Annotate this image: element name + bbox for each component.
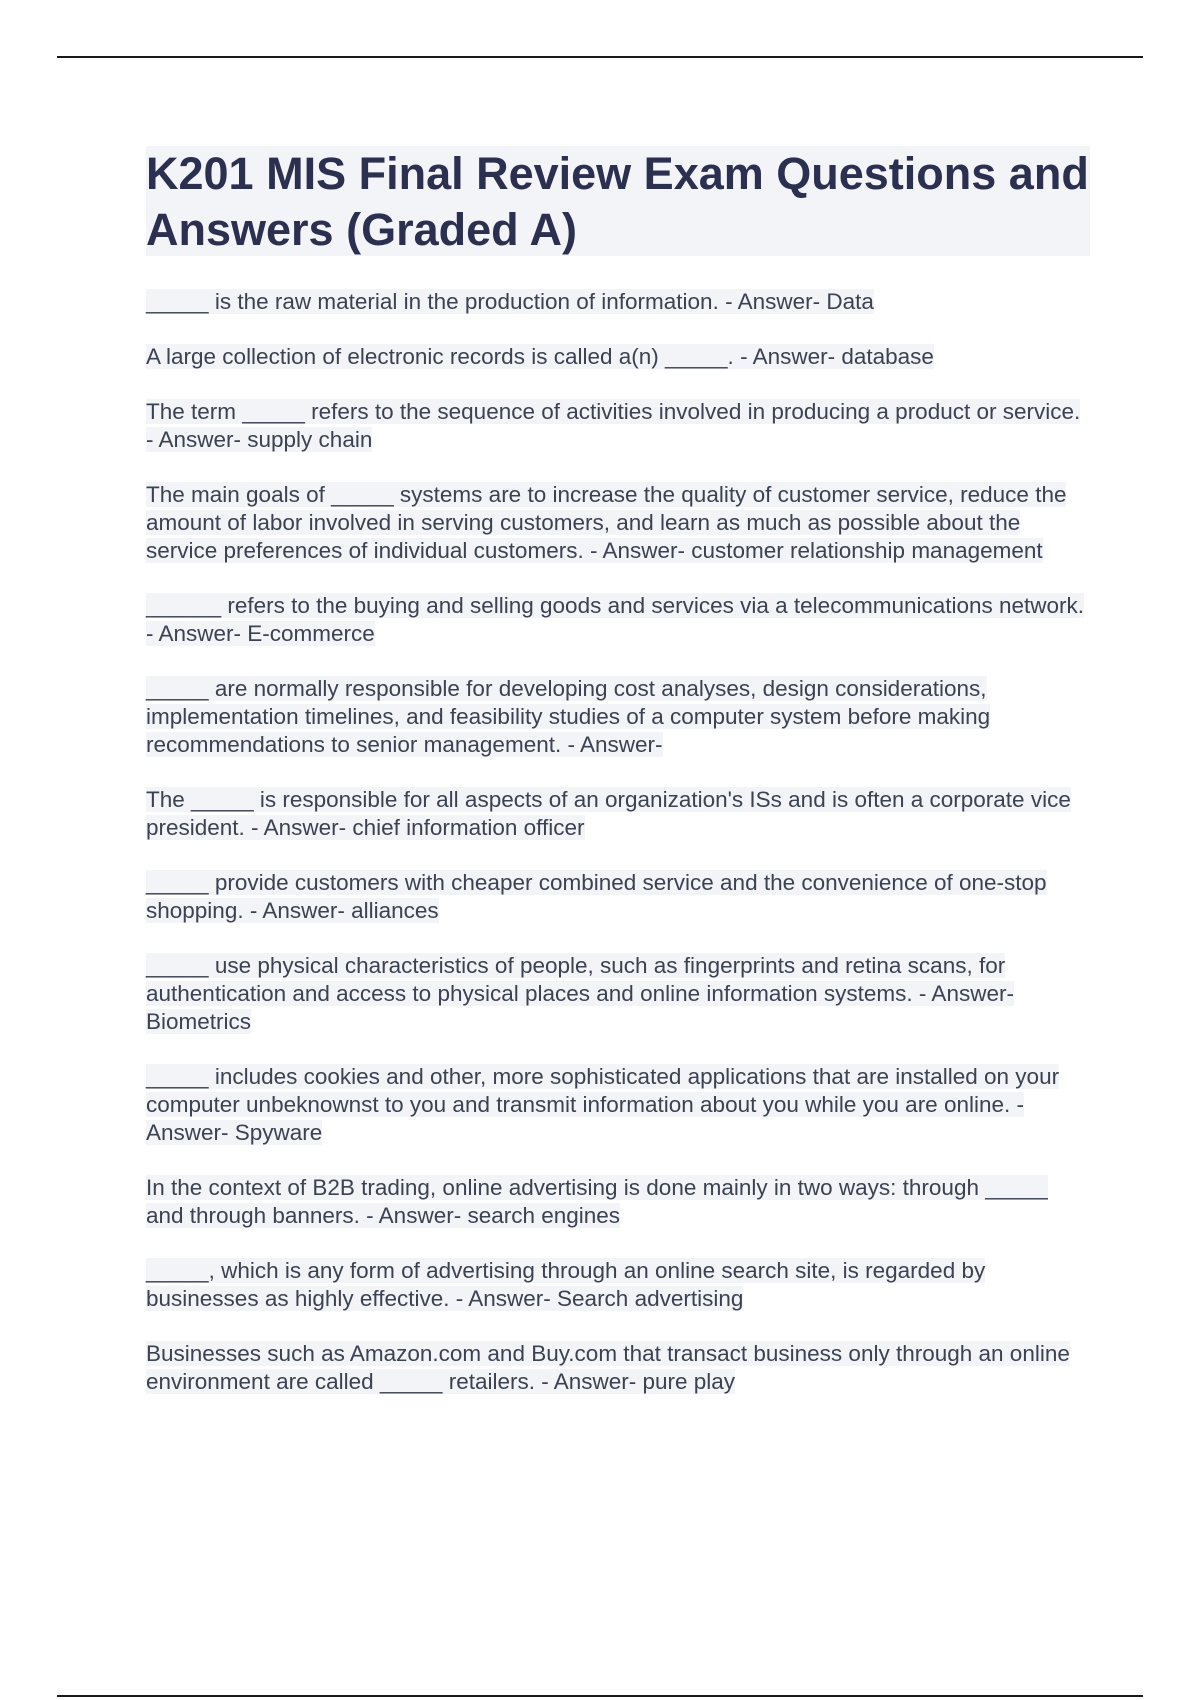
qa-item-3 — [146, 398, 1090, 454]
qa-item-2 — [146, 343, 1090, 371]
document-title: K201 MIS Final Review Exam Questions and Answers (Graded A) — [146, 148, 1089, 255]
qa-text: _____, which is any form of advertising through an online search site, is regarded by businesses as highly effective. - Answer- Search advertising — [146, 1258, 986, 1311]
qa-text: A large collection of electronic records is called a(n) _____. - Answer- database — [146, 344, 934, 369]
qa-item-1 — [146, 288, 1090, 316]
qa-text: _____ is the raw material in the production of information. - Answer- Data — [146, 289, 874, 314]
top-rule — [57, 56, 1143, 58]
qa-text: _____ use physical characteristics of people, such as fingerprints and retina scans, for authentication and access to physical places and online information systems. - Answer- Biometrics — [146, 953, 1014, 1034]
qa-item-13 — [146, 1340, 1090, 1396]
qa-text: _____ are normally responsible for developing cost analyses, design considerations, implementation timelines, and feasibility studies of a computer system before making recommendations to senior management. - Answer- — [146, 676, 991, 757]
qa-item-6 — [146, 675, 1090, 759]
qa-text: Businesses such as Amazon.com and Buy.com that transact business only through an online environment are called _____ retailers. - Answer- pure play — [146, 1341, 1070, 1394]
qa-item-10 — [146, 1063, 1090, 1147]
document-body — [146, 146, 1090, 1423]
bottom-rule — [57, 1695, 1143, 1697]
qa-text: In the context of B2B trading, online advertising is done mainly in two ways: through _____ and through banners. - Answer- search engines — [146, 1175, 1048, 1228]
qa-text: ______ refers to the buying and selling goods and services via a telecommunications network. - Answer- E-commerce — [146, 593, 1085, 646]
qa-item-5 — [146, 592, 1090, 648]
title-block — [146, 146, 1090, 256]
qa-text: The term _____ refers to the sequence of activities involved in producing a product or service. - Answer- supply chain — [146, 399, 1081, 452]
qa-item-9 — [146, 952, 1090, 1036]
qa-text: The _____ is responsible for all aspects of an organization's ISs and is often a corporate vice president. - Answer- chief information officer — [146, 787, 1071, 840]
qa-list — [146, 288, 1090, 1396]
qa-item-7 — [146, 786, 1090, 842]
qa-item-8 — [146, 869, 1090, 925]
qa-item-4 — [146, 481, 1090, 565]
qa-item-12 — [146, 1257, 1090, 1313]
qa-text: The main goals of _____ systems are to increase the quality of customer service, reduce the amount of labor involved in serving customers, and learn as much as possible about the service preferences of individual customers. - Answer- customer relationship management — [146, 482, 1067, 563]
qa-text: _____ provide customers with cheaper combined service and the convenience of one-stop shopping. - Answer- alliances — [146, 870, 1047, 923]
qa-item-11 — [146, 1174, 1090, 1230]
qa-text: _____ includes cookies and other, more sophisticated applications that are installed on your computer unbeknownst to you and transmit information about you while you are online. - Answer- Spyware — [146, 1064, 1060, 1145]
